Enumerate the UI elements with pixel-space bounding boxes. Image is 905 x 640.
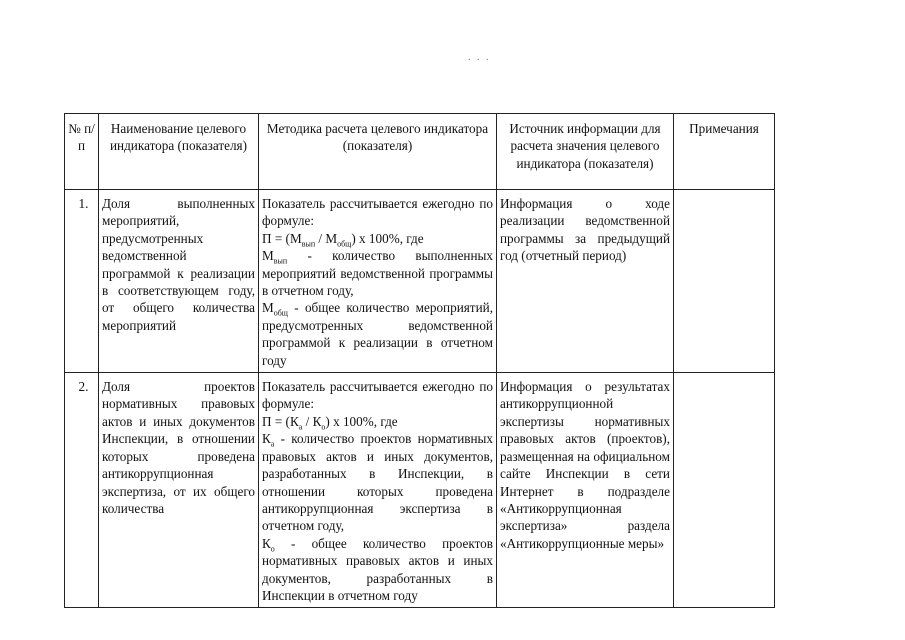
row-notes bbox=[674, 373, 775, 608]
method-formula: $П = (К_а / К_о)$ х 100%, где bbox=[262, 413, 398, 432]
row-method bbox=[259, 373, 497, 608]
method-definition-1: $К_а$ - количество проектов нормативных правовых актов и иных документов, разработанных в Инспекции, в отношении которых проведена антикоррупционная экспертиза в отчетном году, bbox=[262, 431, 493, 534]
method-definition-2: $К_о$ - общее количество проектов нормативных правовых актов и иных документов, разработанных в Инспекции в отчетном году bbox=[262, 535, 493, 603]
header-source: Источник информации для расчета значения целевого индикатора (показателя) bbox=[497, 114, 674, 190]
row-num-cell bbox=[65, 190, 99, 373]
row-source: Информация о ходе реализации ведомственной программы за предыдущий год (отчетный период) bbox=[497, 190, 674, 373]
method-definition-2: $М_{общ}$ - общее количество мероприятий, предусмотренных ведомственной программой к реализации в отчетном году bbox=[262, 300, 493, 368]
header-notes: Примечания bbox=[674, 114, 775, 190]
page-marks: . . . bbox=[468, 52, 491, 63]
row-num-cell bbox=[65, 373, 99, 608]
row-source: Информация о результатах антикоррупционной экспертизы нормативных правовых актов (проектов), размещенная на официальном сайте Инспекции в сети Интернет в подразделе «Антикоррупционная экспертиза» раздела «Антикоррупционные меры» bbox=[497, 373, 674, 608]
row-notes bbox=[674, 190, 775, 373]
row-method bbox=[259, 190, 497, 373]
row-num: 1. bbox=[78, 196, 89, 211]
table-header-row bbox=[65, 114, 775, 190]
row-name: Доля выполненных мероприятий, предусмотренных ведомственной программой к реализации в соответствующем году, от общего количества мероприятий bbox=[99, 190, 259, 373]
method-intro: Показатель рассчитывается ежегодно по формуле: bbox=[262, 196, 493, 229]
row-name: Доля проектов нормативных правовых актов и иных документов Инспекции, в отношении которых проведена антикоррупционная экспертиза, от их общего количества bbox=[99, 373, 259, 608]
table-row bbox=[65, 373, 775, 608]
header-method: Методика расчета целевого индикатора (показателя) bbox=[259, 114, 497, 190]
indicators-table bbox=[64, 113, 775, 608]
table-row bbox=[65, 190, 775, 373]
method-intro: Показатель рассчитывается ежегодно по формуле: bbox=[262, 379, 493, 412]
header-name: Наименование целевого индикатора (показателя) bbox=[99, 114, 259, 190]
header-num: № п/п bbox=[65, 114, 99, 190]
method-definition-1: $М_{вып}$ - количество выполненных мероприятий ведомственной программы в отчетном году, bbox=[262, 248, 493, 299]
method-formula: $П = (М_{вып} / М_{общ})$ х 100%, где bbox=[262, 230, 424, 249]
row-num: 2. bbox=[78, 379, 89, 395]
